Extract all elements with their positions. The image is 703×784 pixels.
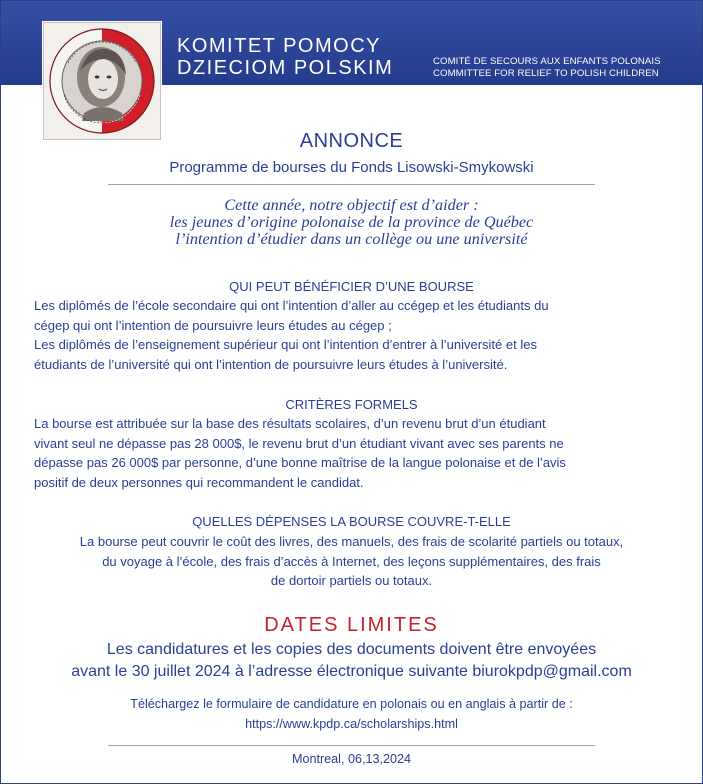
criteria-line: positif de deux personnes qui recommandent le candidat. <box>34 474 364 490</box>
organization-logo <box>43 22 161 140</box>
intro-text <box>1 197 702 248</box>
download-info <box>1 694 702 734</box>
expenses-text <box>1 532 702 591</box>
deadlines-line: Les candidatures et les copies des documents doivent être envoyées <box>106 641 597 658</box>
criteria-heading: CRITÈRES FORMELS <box>285 397 418 412</box>
program-name: Programme de bourses du Fonds Lisowski-Smykowski <box>169 159 534 176</box>
expenses-line: du voyage à l’école, des frais d’accès à Internet, des leçons supplémentaires, des frais <box>102 553 601 569</box>
expenses-heading: QUELLES DÉPENSES LA BOURSE COUVRE-T-ELLE <box>192 514 511 529</box>
organization-name-line1: KOMITET POMOCY <box>177 35 381 57</box>
organization-subtitle <box>433 56 661 80</box>
expenses-line: de dortoir partiels ou totaux. <box>270 573 433 588</box>
criteria-line: vivant seul ne dépasse pas 28 000$, le revenu brut d’un étudiant vivant avec ses parents ne <box>34 435 564 451</box>
eligibility-heading: QUI PEUT BÉNÉFICIER D’UNE BOURSE <box>229 279 474 294</box>
eligibility-text <box>34 296 549 374</box>
criteria-line: La bourse est attribuée sur la base des résultats scolaires, d’un revenu brut d’un étudiant <box>34 416 546 431</box>
criteria-line: dépasse pas 26 000$ par personne, d’une bonne maîtrise de la langue polonaise et de l’avis <box>34 455 566 470</box>
intro-line: les jeunes d’origine polonaise de la province de Québec <box>169 213 534 231</box>
deadlines-line: avant le 30 juillet 2024 à l’adresse électronique suivante biurokpdp@gmail.com <box>71 663 632 680</box>
bottom-divider <box>108 745 595 746</box>
criteria-text <box>34 414 566 492</box>
announcement-title: ANNONCE <box>299 130 404 152</box>
download-text: Téléchargez le formulaire de candidature en polonais ou en anglais à partir de : <box>130 697 573 711</box>
logo-seal-image <box>44 23 160 139</box>
intro-line: l’intention d’étudier dans un collège ou une université <box>175 230 528 248</box>
organization-name-line2: DZIECIOM POLSKIM <box>177 57 394 79</box>
eligibility-line: Les diplômés de l’enseignement supérieur qui ont l’intention d’entrer à l’université et les <box>34 337 537 352</box>
eligibility-line: cégep qui ont l’intention de poursuivre leurs études au cégep ; <box>34 317 392 333</box>
eligibility-line: étudiants de l’université qui ont l’intention de poursuivre leurs études à l’université. <box>34 356 508 372</box>
top-divider <box>108 184 595 185</box>
deadlines-heading: DATES LIMITES <box>264 614 439 636</box>
organization-subtitle-fr: COMITÉ DE SECOURS AUX ENFANTS POLONAIS <box>433 56 661 67</box>
place-date: Montreal, 06,13,2024 <box>291 752 412 766</box>
organization-subtitle-en: COMMITTEE FOR RELIEF TO POLISH CHILDREN <box>433 68 659 79</box>
download-url-link[interactable]: https://www.kpdp.ca/scholarships.html <box>245 717 458 731</box>
eligibility-line: Les diplômés de l’école secondaire qui ont l’intention d’aller au ccégep et les étudiants du <box>34 298 549 313</box>
intro-line: Cette année, notre objectif est d’aider : <box>224 196 479 214</box>
deadlines-text <box>1 639 702 683</box>
expenses-line: La bourse peut couvrir le coût des livres, des manuels, des frais de scolarité partiels ou totaux, <box>79 534 624 549</box>
organization-name <box>177 35 393 79</box>
